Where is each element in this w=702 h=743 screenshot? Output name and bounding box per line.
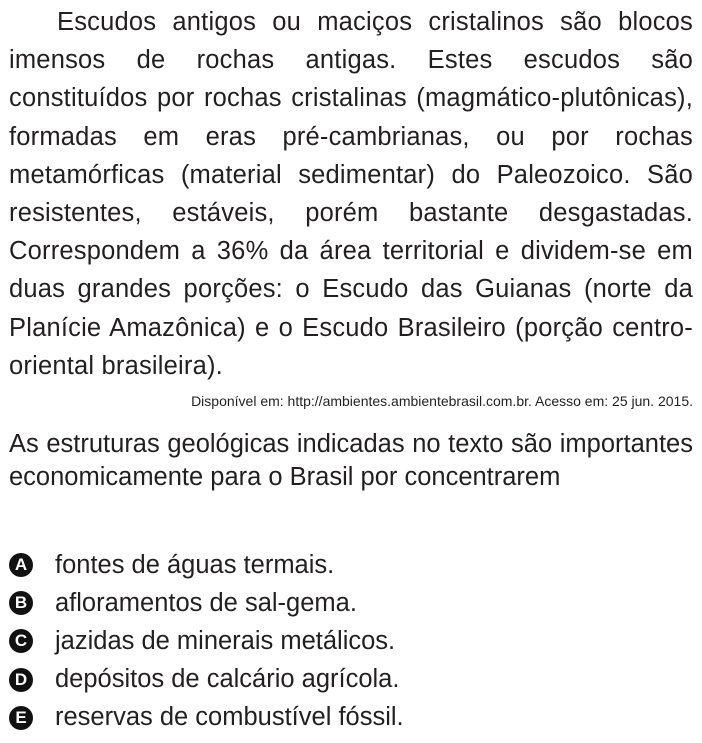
- option-c-badge: C: [9, 629, 33, 653]
- option-c[interactable]: [9, 622, 693, 660]
- option-e-badge: E: [9, 706, 33, 730]
- option-b-text: afloramentos de sal-gema.: [55, 588, 357, 617]
- option-b[interactable]: [9, 584, 693, 622]
- option-d-text: depósitos de calcário agrícola.: [55, 665, 400, 694]
- option-c-text: jazidas de minerais metálicos.: [55, 626, 396, 655]
- option-e[interactable]: [9, 699, 693, 737]
- passage-text: Escudos antigos ou maciços cristalinos são blocos imensos de rochas antigas. Estes escudos são constituídos por rochas cristalinas (magmático-plutônicas), formadas em eras pré-cambrianas, ou por rochas metamórficas (material sedimentar) do Paleozoico. São resistentes, estáveis, porém bastante desgastadas. Correspondem a 36% da área territorial e dividem-se em duas grandes porções: o Escudo das Guianas (norte da Planície Amazônica) e o Escudo Brasileiro (porção centro-oriental brasileira).: [9, 8, 693, 380]
- option-e-text: reservas de combustível fóssil.: [55, 703, 404, 732]
- option-d[interactable]: [9, 661, 693, 699]
- option-a-text: fontes de águas termais.: [55, 550, 335, 579]
- source-citation: Disponível em: http://ambientes.ambientebrasil.com.br. Acesso em: 25 jun. 2015.: [191, 393, 693, 409]
- answer-options: [9, 546, 693, 737]
- question-stem: As estruturas geológicas indicadas no texto são importantes economicamente para o Brasil por concentrarem: [9, 430, 693, 491]
- option-a-badge: A: [9, 553, 33, 577]
- option-a[interactable]: [9, 546, 693, 584]
- option-d-badge: D: [9, 668, 33, 692]
- option-b-badge: B: [9, 591, 33, 615]
